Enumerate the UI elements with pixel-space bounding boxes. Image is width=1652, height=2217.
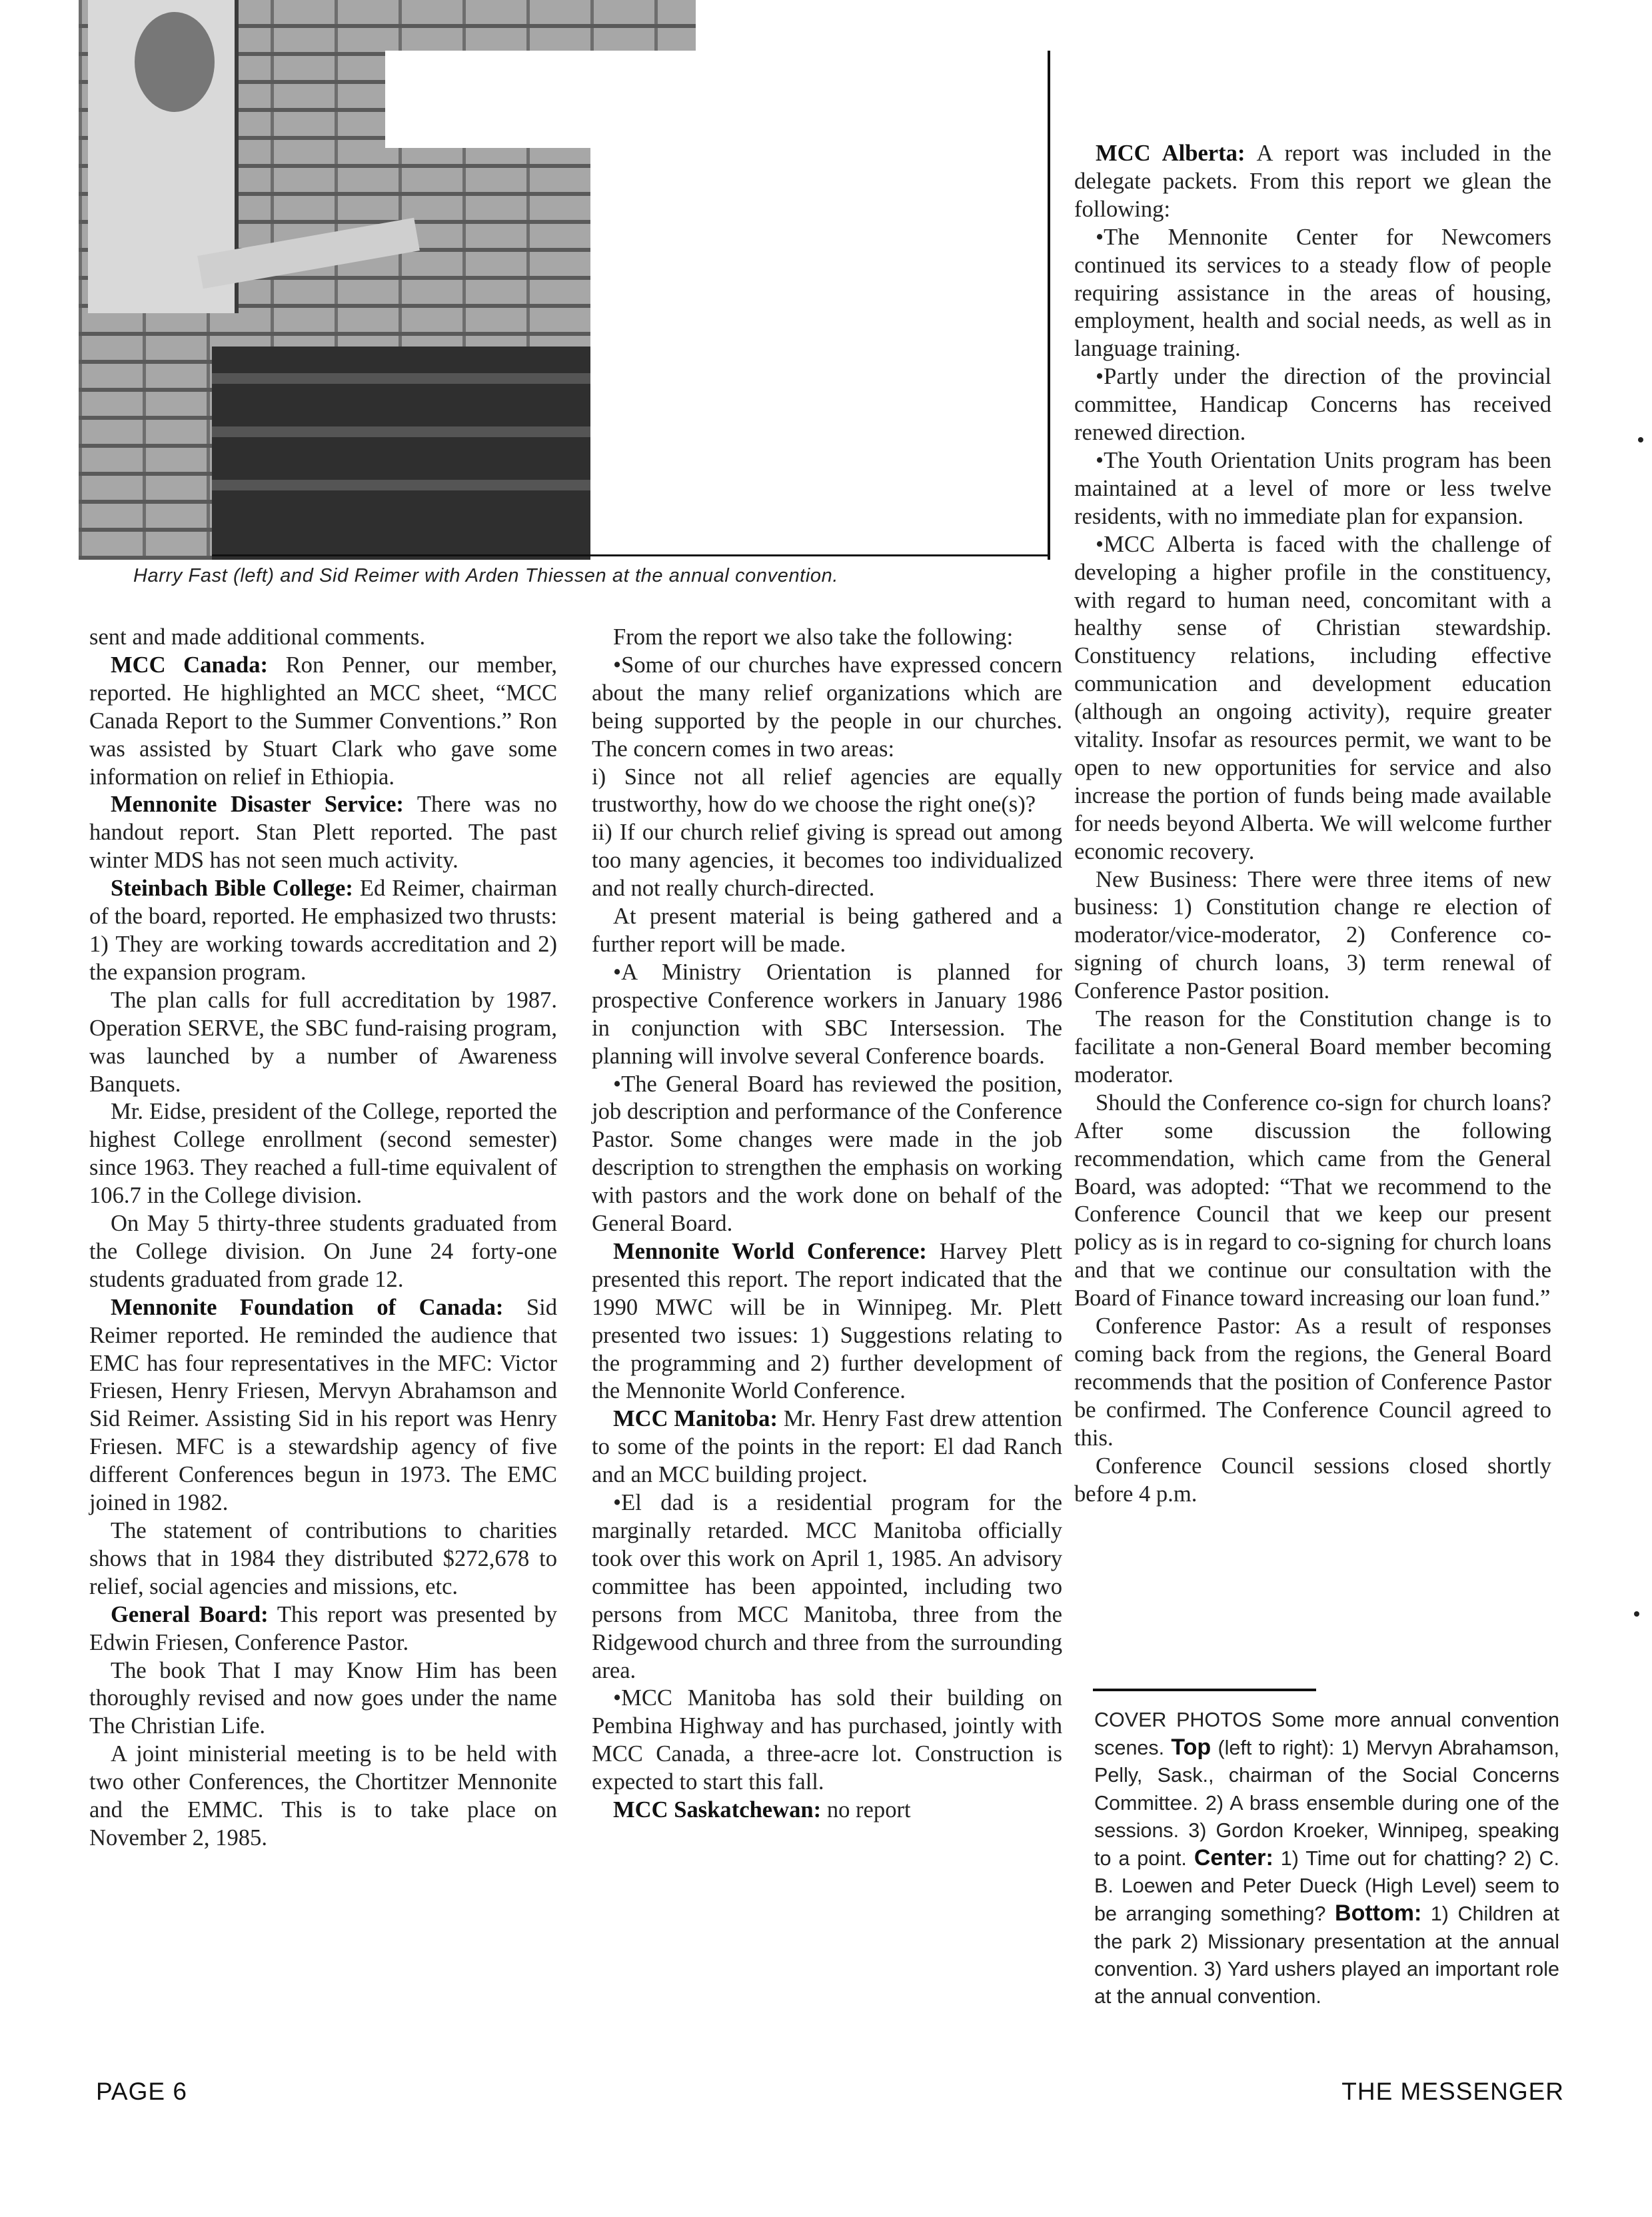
- section-heading: MCC Alberta:: [1096, 141, 1245, 166]
- cover-center-label: Center:: [1194, 1845, 1273, 1871]
- paragraph-text: sent and made additional comments.: [89, 624, 426, 650]
- paragraph: [592, 1797, 1062, 1825]
- photo-blank-area: [590, 148, 1050, 560]
- paragraph-text: New Business: There were three items of new business: 1) Constitution change re election of moderator/vice-moderator, 2) Conference co-signing of church loans, 3) term renewal of Conference Pastor position.: [1074, 866, 1551, 1004]
- paragraph-text: •El dad is a residential program for the marginally retarded. MCC Manitoba officially took over this work on April 1, 1985. An advisory committee has been appointed, including two persons from MCC Manitoba, three from the Ridgewood church and three from the surrounding area.: [592, 1490, 1062, 1683]
- paragraph: [592, 1405, 1062, 1489]
- paragraph-text: •The Mennonite Center for Newcomers continued its services to a steady flow of people requiring assistance in the areas of housing, employment, health and social needs, as well as in language training.: [1074, 224, 1551, 362]
- paragraph: [592, 903, 1062, 959]
- cover-top-text: (left to right): 1) Mervyn Abrahamson, Pelly, Sask., chairman of the Social Concerns Committee. 2) A brass ensemble during one of the sessions. 3) Gordon Kroeker, Winnipeg, speaking to a point.: [1094, 1737, 1559, 1870]
- paragraph: [592, 959, 1062, 1071]
- paragraph: [89, 1517, 557, 1601]
- section-heading: MCC Manitoba:: [613, 1406, 778, 1432]
- person-head: [135, 12, 215, 112]
- paragraph: [1074, 531, 1551, 866]
- cover-bottom-text: 1) Children at the park 2) Missionary presentation at the annual convention. 3) Yard ushers played an important role at the annual convention.: [1094, 1902, 1559, 2008]
- section-heading: Mennonite World Conference:: [613, 1238, 927, 1264]
- paragraph-text: The reason for the Constitution change is to facilitate a non-General Board member becoming moderator.: [1074, 1006, 1551, 1088]
- photo-blank-area: [385, 51, 1050, 148]
- paragraph: [1074, 1006, 1551, 1090]
- paragraph: [592, 1238, 1062, 1405]
- section-heading: Mennonite Foundation of Canada:: [111, 1294, 504, 1320]
- paragraph-text: ii) If our church relief giving is spread out among too many agencies, it becomes too individualized and not really church-directed.: [592, 820, 1062, 902]
- photo-frame-edge: [1048, 51, 1050, 560]
- paragraph-text: Mr. Eidse, president of the College, reported the highest College enrollment (second semester) since 1963. They reached a full-time equivalent of 106.7 in the College division.: [89, 1099, 557, 1209]
- paragraph-text: i) Since not all relief agencies are equally trustworthy, how do we choose the right one(s)?: [592, 764, 1062, 818]
- paragraph-text: Should the Conference co-sign for church loans? After some discussion the following recommendation, which came from the General Board, was adopted: “That we recommend to the Conference Council that we keep our present policy as is in regard to co-signing for church loans and that we continue our consultation with the Board of Finance toward increasing our loan fund.”: [1074, 1090, 1551, 1311]
- section-heading: MCC Canada:: [111, 652, 268, 678]
- scan-speck: [1638, 437, 1643, 442]
- section-heading: MCC Saskatchewan:: [613, 1797, 822, 1823]
- paragraph: [89, 987, 557, 1099]
- paragraph-text: Sid Reimer reported. He reminded the audience that EMC has four representatives in the MFC: Victor Friesen, Henry Friesen, Mervyn Abrahamson and Sid Reimer. Assisting Sid in his report was Henry Friesen. MFC is a stewardship agency of five different Conferences begun in 1973. The EMC joined in 1982.: [89, 1294, 557, 1516]
- paragraph: [592, 1685, 1062, 1797]
- convention-photo: [79, 0, 1050, 560]
- publication-name: THE MESSENGER: [1341, 2078, 1564, 2105]
- photo-blank-area: [696, 0, 1050, 51]
- paragraph: [89, 1657, 557, 1741]
- paragraph: [1074, 140, 1551, 224]
- paragraph-text: Mr. Henry Fast drew attention to some of the points in the report: El dad Ranch and an MCC building project.: [592, 1406, 1063, 1488]
- page-number: PAGE 6: [96, 2078, 187, 2105]
- paragraph: [1074, 224, 1551, 364]
- cover-intro: COVER PHOTOS Some more annual convention scenes.: [1094, 1709, 1559, 1760]
- paragraph-text: •MCC Manitoba has sold their building on Pembina Highway and has purchased, jointly with MCC Canada, a three-acre lot. Construction is expected to start this fall.: [592, 1685, 1062, 1795]
- photo-frame-edge: [212, 554, 1050, 556]
- paragraph: [89, 1098, 557, 1210]
- article-column-3: [1074, 140, 1551, 1508]
- paragraph: [1074, 1090, 1551, 1313]
- cover-center-text: 1) Time out for chatting? 2) C. B. Loewen and Peter Dueck (High Level) seem to be arranging something?: [1094, 1847, 1559, 1926]
- paragraph: [89, 1294, 557, 1517]
- paragraph: [89, 1601, 557, 1657]
- section-heading: Mennonite Disaster Service:: [111, 792, 404, 818]
- paragraph-text: This report was presented by Edwin Friesen, Conference Pastor.: [89, 1601, 557, 1655]
- paragraph-text: From the report we also take the following:: [613, 624, 1014, 650]
- paragraph: [592, 624, 1062, 652]
- paragraph-text: The statement of contributions to charities shows that in 1984 they distributed $272,678 to relief, social agencies and missions, etc.: [89, 1518, 557, 1599]
- paragraph-text: On May 5 thirty-three students graduated from the College division. On June 24 forty-one students graduated from grade 12.: [89, 1211, 557, 1292]
- section-heading: General Board:: [111, 1601, 269, 1627]
- paragraph: [592, 1489, 1062, 1685]
- section-heading: Steinbach Bible College:: [111, 876, 353, 902]
- paragraph-text: The plan calls for full accreditation by 1987. Operation SERVE, the SBC fund-raising program, was launched by a number of Awareness Banquets.: [89, 987, 557, 1097]
- scan-speck: [1634, 1611, 1639, 1617]
- paragraph: [89, 652, 557, 792]
- article-column-2: [592, 624, 1062, 1825]
- paragraph: [592, 1071, 1062, 1238]
- paragraph: [1074, 363, 1551, 447]
- paragraph: [89, 791, 557, 875]
- paragraph-text: Harvey Plett presented this report. The report indicated that the 1990 MWC will be in Winnipeg. Mr. Plett presented two issues: 1) Suggestions relating to the programming and 2) further development of the Mennonite World Conference.: [592, 1238, 1062, 1404]
- cover-photos-note: [1094, 1707, 1559, 2010]
- paragraph: [592, 652, 1062, 764]
- paragraph-text: •Partly under the direction of the provincial committee, Handicap Concerns has received renewed direction.: [1074, 364, 1551, 446]
- paragraph-text: Conference Council sessions closed shortly before 4 p.m.: [1074, 1453, 1551, 1507]
- paragraph-text: The book That I may Know Him has been thoroughly revised and now goes under the name The Christian Life.: [89, 1657, 557, 1739]
- paragraph: [1074, 866, 1551, 1006]
- paragraph: [1074, 1313, 1551, 1453]
- article-column-1: [89, 624, 557, 1852]
- paragraph: [89, 1741, 557, 1852]
- paragraph: [89, 875, 557, 987]
- paragraph-text: At present material is being gathered and a further report will be made.: [592, 904, 1062, 957]
- cover-top-label: Top: [1171, 1735, 1212, 1761]
- paragraph: [1074, 1453, 1551, 1509]
- paragraph: [1074, 447, 1551, 531]
- paragraph-text: •MCC Alberta is faced with the challenge of developing a higher profile in the constituency, with regard to human need, concomitant with a healthy sense of Christian stewardship. Constituency relations, including effective communication and development education (although an ongoing activity), require greater vitality. Insofar as resources permit, we want to be open to new opportunities for service and also increase the portion of funds being made available for needs beyond Alberta. We will welcome further economic recovery.: [1074, 531, 1551, 864]
- paragraph: [89, 624, 557, 652]
- paragraph-text: Ed Reimer, chairman of the board, reported. He emphasized two thrusts: 1) They are working towards accreditation and 2) the expansion program.: [89, 876, 557, 985]
- paragraph-text: Ron Penner, our member, reported. He highlighted an MCC sheet, “MCC Canada Report to the Summer Conventions.” Ron was assisted by Stuart Clark who gave some information on relief in Ethiopia.: [89, 652, 557, 790]
- paragraph-text: no report: [821, 1797, 911, 1823]
- paragraph-text: •The Youth Orientation Units program has been maintained at a level of more or less twelve residents, with no immediate plan for expansion.: [1074, 447, 1551, 529]
- cover-photos-divider: [1093, 1689, 1316, 1691]
- paragraph-text: •A Ministry Orientation is planned for prospective Conference workers in January 1986 in conjunction with SBC Intersession. The planning will involve several Conference boards.: [592, 959, 1062, 1069]
- paragraph-text: A report was included in the delegate packets. From this report we glean the following:: [1074, 141, 1551, 222]
- cover-bottom-label: Bottom:: [1335, 1900, 1422, 1926]
- paragraph: [592, 764, 1062, 820]
- paragraph-text: A joint ministerial meeting is to be held with two other Conferences, the Chortitzer Mennonite and the EMMC. This is to take place on November 2, 1985.: [89, 1741, 557, 1850]
- paragraph-text: There was no handout report. Stan Plett reported. The past winter MDS has not seen much activity.: [89, 792, 557, 874]
- paragraph-text: •Some of our churches have expressed concern about the many relief organizations which are being supported by the people in our churches. The concern comes in two areas:: [592, 652, 1062, 762]
- paragraph: [89, 1210, 557, 1294]
- paragraph: [592, 819, 1062, 903]
- paragraph-text: •The General Board has reviewed the position, job description and performance of the Conference Pastor. Some changes were made in the job description to strengthen the emphasis on working with pastors and the work done on behalf of the General Board.: [592, 1071, 1062, 1237]
- photo-caption: Harry Fast (left) and Sid Reimer with Arden Thiessen at the annual convention.: [133, 565, 838, 586]
- paragraph-text: Conference Pastor: As a result of responses coming back from the regions, the General Board recommends that the position of Conference Pastor be confirmed. The Conference Council agreed to this.: [1074, 1313, 1551, 1451]
